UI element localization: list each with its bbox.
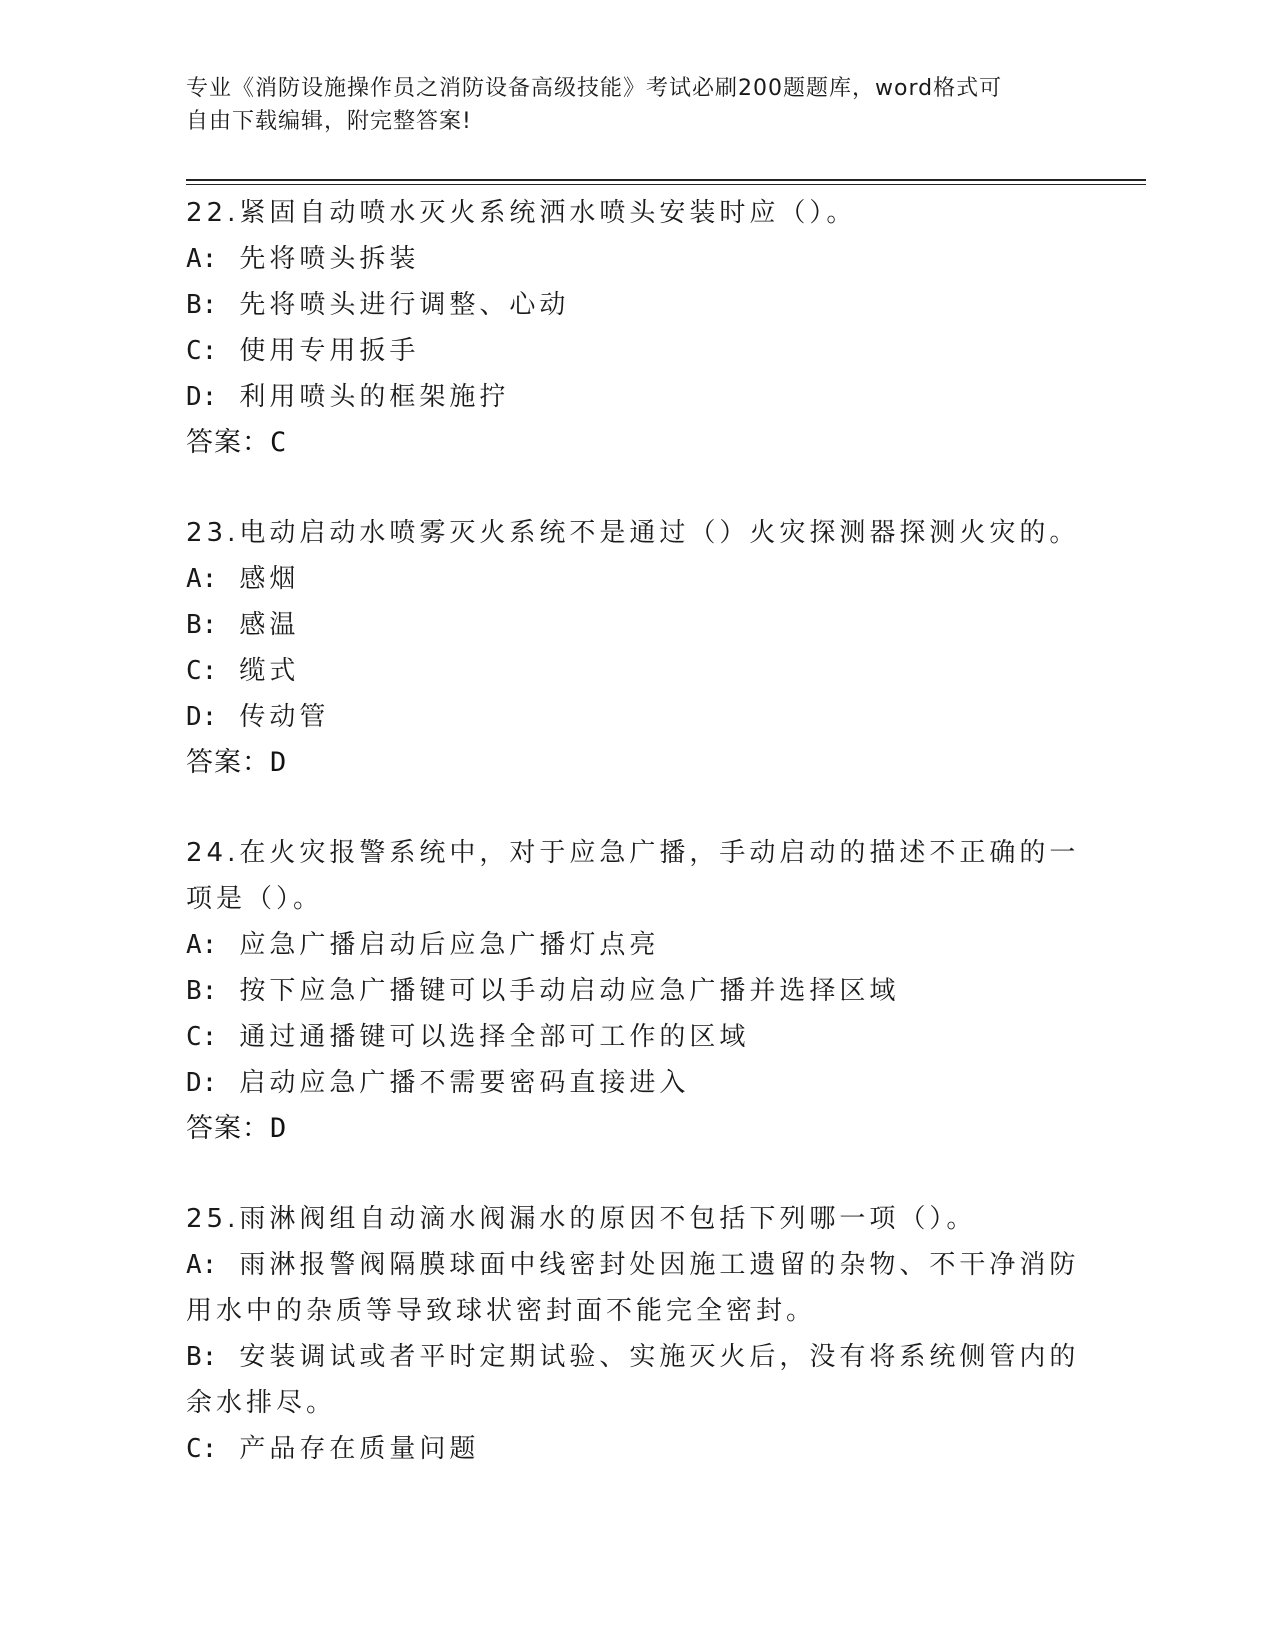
option-c: C: 通过通播键可以选择全部可工作的区域 bbox=[186, 1022, 750, 1052]
option-a: A: 感烟 bbox=[186, 564, 300, 594]
option-d: D: 启动应急广播不需要密码直接进入 bbox=[186, 1068, 690, 1098]
option-c: C: 产品存在质量问题 bbox=[186, 1434, 480, 1464]
option-d: D: 传动管 bbox=[186, 702, 330, 732]
option-b: B: 安装调试或者平时定期试验、实施灭火后，没有将系统侧管内的余水排尽。 bbox=[186, 1342, 1080, 1418]
option-c: C: 使用专用扳手 bbox=[186, 336, 420, 366]
option-d: D: 利用喷头的框架施拧 bbox=[186, 382, 510, 412]
document-header bbox=[186, 72, 1086, 138]
header-line-1: 专业《消防设施操作员之消防设备高级技能》考试必刷200题题库，word格式可 bbox=[186, 76, 1003, 101]
question-22 bbox=[186, 190, 1086, 466]
header-line-2: 自由下载编辑，附完整答案! bbox=[186, 109, 472, 134]
question-stem: 22.紧固自动喷水灭火系统洒水喷头安装时应（）。 bbox=[186, 198, 857, 228]
question-24 bbox=[186, 830, 1086, 1152]
answer-line: 答案：D bbox=[186, 747, 288, 778]
header-divider-thin bbox=[186, 184, 1146, 185]
option-b: B: 先将喷头进行调整、心动 bbox=[186, 290, 570, 320]
question-list bbox=[186, 190, 1086, 1516]
question-stem: 23.电动启动水喷雾灭火系统不是通过（）火灾探测器探测火灾的。 bbox=[186, 518, 1080, 548]
question-23 bbox=[186, 510, 1086, 786]
question-25 bbox=[186, 1196, 1086, 1472]
answer-line: 答案：C bbox=[186, 427, 288, 458]
option-a: A: 先将喷头拆装 bbox=[186, 244, 420, 274]
option-b: B: 感温 bbox=[186, 610, 300, 640]
header-divider-thick bbox=[186, 179, 1146, 181]
question-stem: 25.雨淋阀组自动滴水阀漏水的原因不包括下列哪一项（）。 bbox=[186, 1204, 977, 1234]
option-a: A: 应急广播启动后应急广播灯点亮 bbox=[186, 930, 660, 960]
option-b: B: 按下应急广播键可以手动启动应急广播并选择区域 bbox=[186, 976, 900, 1006]
option-a: A: 雨淋报警阀隔膜球面中线密封处因施工遗留的杂物、不干净消防用水中的杂质等导致球状密封面不能完全密封。 bbox=[186, 1250, 1080, 1326]
question-stem: 24.在火灾报警系统中，对于应急广播，手动启动的描述不正确的一项是（）。 bbox=[186, 838, 1080, 914]
answer-line: 答案：D bbox=[186, 1113, 288, 1144]
option-c: C: 缆式 bbox=[186, 656, 300, 686]
